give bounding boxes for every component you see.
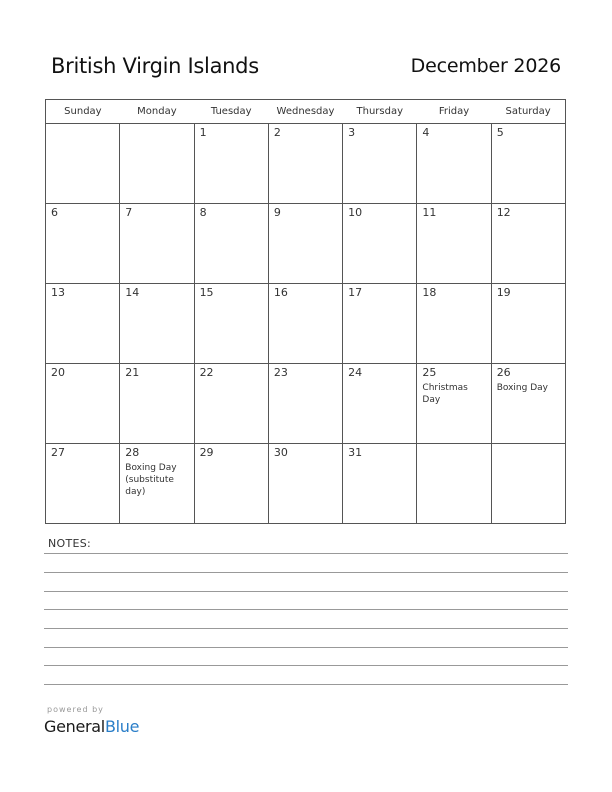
day-number: 9 [273, 206, 281, 219]
holiday-label: Boxing Day (substitute day) [125, 463, 177, 497]
weekday-header-row [46, 100, 566, 124]
day-number: 17 [348, 286, 363, 299]
day-cell [491, 444, 565, 524]
day-cell [46, 364, 120, 444]
day-cell [120, 444, 194, 524]
calendar-grid [45, 99, 566, 524]
powered-by-text: powered by [47, 705, 104, 714]
day-number: 14 [125, 286, 140, 299]
day-number: 5 [496, 126, 504, 139]
day-number: 4 [422, 126, 430, 139]
day-number: 18 [422, 286, 437, 299]
day-cell [46, 444, 120, 524]
day-number: 26 [496, 366, 511, 379]
month-title: December 2026 [410, 55, 561, 77]
day-number: 23 [273, 366, 288, 379]
day-cell [268, 284, 342, 364]
weekday-monday: Monday [120, 100, 194, 124]
day-cell [120, 204, 194, 284]
day-cell [194, 204, 268, 284]
day-number: 1 [199, 126, 207, 139]
day-cell [491, 124, 565, 204]
weekday-tuesday: Tuesday [194, 100, 268, 124]
day-number: 31 [348, 446, 363, 459]
day-number: 12 [496, 206, 511, 219]
country-title: British Virgin Islands [51, 54, 259, 78]
day-cell [268, 444, 342, 524]
week-row-4 [46, 364, 566, 444]
notes-line [44, 647, 568, 648]
day-cell [417, 364, 491, 444]
logo-general: General [44, 717, 105, 736]
day-number: 11 [422, 206, 437, 219]
day-cell [417, 124, 491, 204]
day-cell [417, 204, 491, 284]
generalblue-logo [44, 717, 139, 736]
week-row-2 [46, 204, 566, 284]
notes-line [44, 572, 568, 573]
day-cell [491, 284, 565, 364]
day-cell [194, 444, 268, 524]
day-cell [343, 204, 417, 284]
day-cell [46, 284, 120, 364]
day-cell [417, 284, 491, 364]
day-number: 29 [199, 446, 214, 459]
day-cell [46, 124, 120, 204]
week-row-1 [46, 124, 566, 204]
day-number: 22 [199, 366, 214, 379]
week-row-5 [46, 444, 566, 524]
day-number: 6 [51, 206, 58, 219]
logo-blue: Blue [104, 717, 140, 736]
day-cell [268, 364, 342, 444]
day-number: 16 [273, 286, 288, 299]
day-number: 30 [273, 446, 288, 459]
week-row-3 [46, 284, 566, 364]
notes-line [44, 684, 568, 685]
day-cell [120, 364, 194, 444]
day-number: 8 [199, 206, 207, 219]
day-number: 21 [125, 366, 140, 379]
day-number: 7 [125, 206, 133, 219]
holiday-label: Boxing Day [496, 383, 548, 393]
day-cell [194, 284, 268, 364]
notes-line [44, 553, 568, 554]
day-cell [120, 124, 194, 204]
day-cell [268, 124, 342, 204]
weekday-friday: Friday [417, 100, 491, 124]
day-cell [343, 284, 417, 364]
weekday-thursday: Thursday [343, 100, 417, 124]
day-number: 28 [125, 446, 140, 459]
day-cell [194, 364, 268, 444]
notes-line [44, 665, 568, 666]
notes-label: NOTES: [48, 537, 92, 550]
day-cell [120, 284, 194, 364]
notes-line [44, 591, 568, 592]
day-number: 24 [348, 366, 363, 379]
weekday-sunday: Sunday [46, 100, 120, 124]
day-cell [491, 364, 565, 444]
weekday-saturday: Saturday [491, 100, 565, 124]
day-number: 20 [51, 366, 65, 379]
day-cell [417, 444, 491, 524]
day-cell [343, 124, 417, 204]
day-cell [194, 124, 268, 204]
day-cell [343, 364, 417, 444]
day-cell [268, 204, 342, 284]
day-number: 2 [273, 126, 281, 139]
weekday-wednesday: Wednesday [268, 100, 342, 124]
holiday-label: Christmas Day [422, 383, 468, 405]
day-cell [46, 204, 120, 284]
day-cell [491, 204, 565, 284]
day-number: 27 [51, 446, 65, 459]
notes-line [44, 628, 568, 629]
day-number: 19 [496, 286, 511, 299]
notes-line [44, 609, 568, 610]
day-number: 3 [348, 126, 356, 139]
day-number: 13 [51, 286, 65, 299]
day-number: 25 [422, 366, 437, 379]
day-number: 15 [199, 286, 214, 299]
day-number: 10 [348, 206, 363, 219]
day-cell [343, 444, 417, 524]
